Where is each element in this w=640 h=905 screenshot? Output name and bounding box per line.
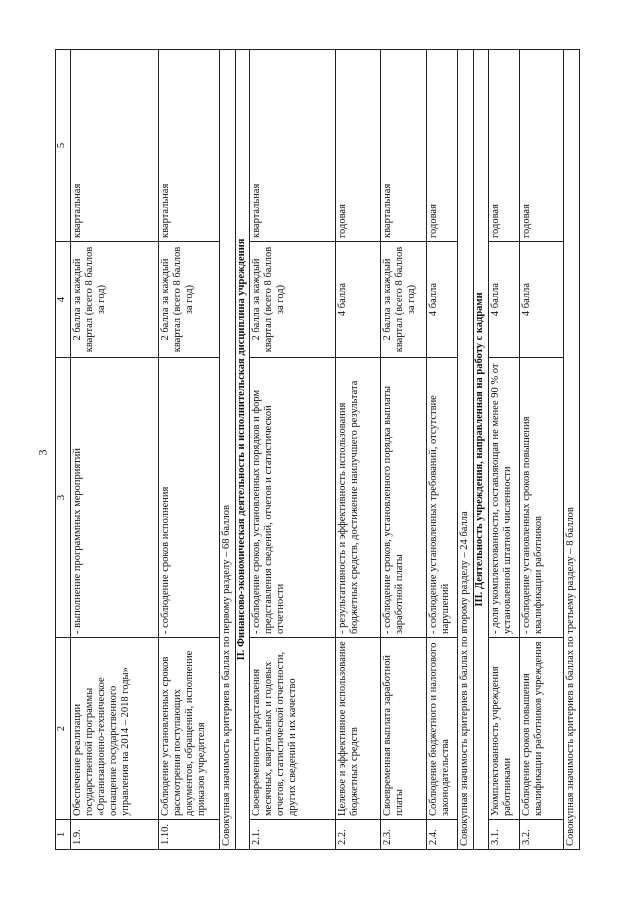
table-row <box>381 50 426 850</box>
table-row <box>488 50 520 850</box>
criteria-table-body <box>56 50 580 850</box>
criterion-name: Своевременная выплата заработной платы <box>381 638 426 820</box>
criterion-name: Соблюдение сроков повышения квалификации работников учреждения <box>520 638 564 820</box>
table-row <box>70 50 158 850</box>
section-heading-row <box>473 50 488 850</box>
criterion-points: 2 балла за каждый квартал (всего 8 баллов за год) <box>70 242 158 358</box>
criterion-indicator: - соблюдение сроков, установленных порядков и форм представления сведений, отчетов и статистической отчетности <box>250 358 336 638</box>
criterion-points: 2 балла за каждый квартал (всего 8 баллов за год) <box>250 242 336 358</box>
criterion-points: 4 балла <box>426 242 458 358</box>
criterion-name: Укомплектованность учреждения работниками <box>488 638 520 820</box>
section-summary-row <box>564 50 580 850</box>
row-number: 3.1. <box>488 820 520 850</box>
evaluation-period: годовая <box>520 50 564 242</box>
evaluation-period: квартальная <box>381 50 426 242</box>
criterion-name: Обеспечение реализации государственной программы «Организационно-техническое оснащение государственного управления на 2014 – 2018 годы» <box>70 638 158 820</box>
section-summary-row <box>458 50 474 850</box>
criterion-name: Соблюдение установленных сроков рассмотрения поступающих документов, обращений, исполнение приказов учредителя <box>158 638 219 820</box>
criterion-name: Соблюдение бюджетного и налогового законодательства <box>426 638 458 820</box>
criterion-points: 2 балла за каждый квартал (всего 8 баллов за год) <box>381 242 426 358</box>
criterion-indicator: - результативность и эффективность использования бюджетных средств, достижение наилучшего результата <box>336 358 381 638</box>
criterion-points: 4 балла <box>336 242 381 358</box>
section-heading: II. Финансово-экономическая деятельность и исполнительская дисциплина учреждения <box>235 50 250 850</box>
row-number: 3.2. <box>520 820 564 850</box>
section-summary: Совокупная значимость критериев в баллах по первому разделу – 68 баллов <box>219 50 235 850</box>
evaluation-period: годовая <box>426 50 458 242</box>
rotated-table-container <box>55 50 580 850</box>
criterion-indicator: - соблюдение установленных требований, отсутствие нарушений <box>426 358 458 638</box>
section-heading-row <box>235 50 250 850</box>
page-number: 3 <box>35 449 50 456</box>
section-summary-row <box>219 50 235 850</box>
column-header: 4 <box>56 242 71 358</box>
column-header-row <box>56 50 71 850</box>
table-row <box>426 50 458 850</box>
criterion-name: Целевое и эффективное использование бюджетных средств <box>336 638 381 820</box>
row-number: 2.3. <box>381 820 426 850</box>
column-header: 1 <box>56 820 71 850</box>
criterion-indicator: - соблюдение сроков, установленного порядка выплаты заработной платы <box>381 358 426 638</box>
column-header: 3 <box>56 358 71 638</box>
column-header: 2 <box>56 638 71 820</box>
section-summary: Совокупная значимость критериев в баллах по третьему разделу – 8 баллов <box>564 50 580 850</box>
criterion-indicator: - соблюдение сроков исполнения <box>158 358 219 638</box>
table-row <box>520 50 564 850</box>
criterion-indicator: - соблюдение установленных сроков повышения квалификации работников <box>520 358 564 638</box>
criterion-points: 2 балла за каждый квартал (всего 8 баллов за год) <box>158 242 219 358</box>
column-header: 5 <box>56 50 71 242</box>
row-number: 1.9. <box>70 820 158 850</box>
criterion-indicator: - выполнение программных мероприятий <box>70 358 158 638</box>
section-heading: III. Деятельность учреждения, направленная на работу с кадрами <box>473 50 488 850</box>
evaluation-period: квартальная <box>250 50 336 242</box>
row-number: 2.1. <box>250 820 336 850</box>
criterion-indicator: - доля укомплектованности, составляющая не менее 90 % от установленной штатной численности <box>488 358 520 638</box>
row-number: 1.10. <box>158 820 219 850</box>
table-row <box>158 50 219 850</box>
criterion-points: 4 балла <box>488 242 520 358</box>
row-number: 2.4. <box>426 820 458 850</box>
table-row <box>250 50 336 850</box>
criterion-name: Своевременность представления месячных, квартальных и годовых отчетов, статистической отчетности, других сведений и их качество <box>250 638 336 820</box>
evaluation-period: годовая <box>488 50 520 242</box>
criterion-points: 4 балла <box>520 242 564 358</box>
table-row <box>336 50 381 850</box>
row-number: 2.2. <box>336 820 381 850</box>
evaluation-period: квартальная <box>70 50 158 242</box>
evaluation-period: квартальная <box>158 50 219 242</box>
evaluation-period: годовая <box>336 50 381 242</box>
criteria-table <box>55 49 580 850</box>
section-summary: Совокупная значимость критериев в баллах по второму разделу – 24 балла <box>458 50 474 850</box>
